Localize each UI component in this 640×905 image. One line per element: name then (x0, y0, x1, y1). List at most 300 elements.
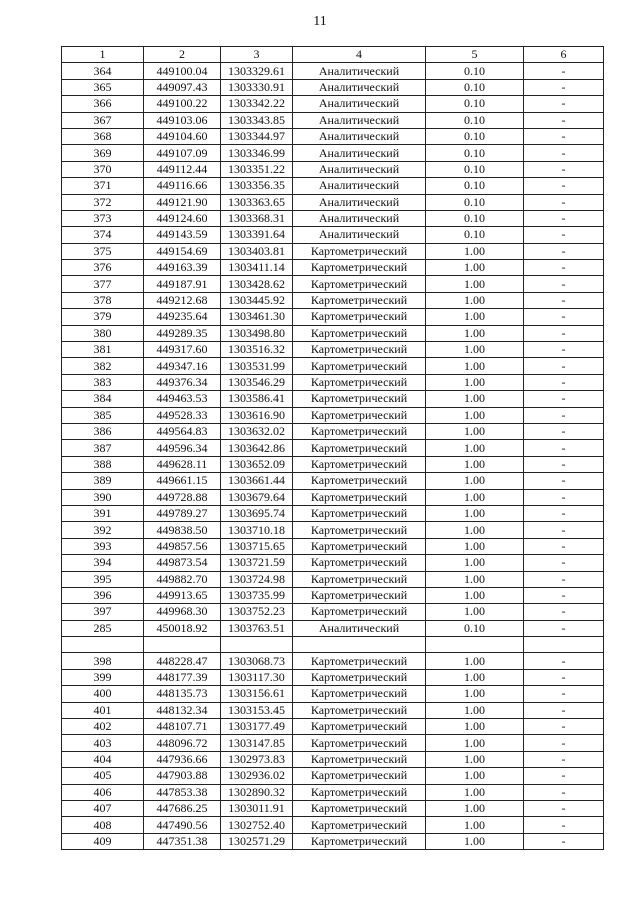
table-row (62, 227, 604, 243)
method-cell: Картометрический (293, 522, 426, 538)
table-row (62, 194, 604, 210)
x-coordinate-cell: 449103.06 (144, 112, 221, 128)
method-cell: Аналитический (293, 178, 426, 194)
column-header-5: 5 (426, 47, 524, 63)
note-cell: - (524, 473, 604, 489)
note-cell: - (524, 227, 604, 243)
table-row (62, 178, 604, 194)
note-cell: - (524, 784, 604, 800)
note-cell: - (524, 489, 604, 505)
note-cell: - (524, 96, 604, 112)
x-coordinate-cell: 449289.35 (144, 325, 221, 341)
x-coordinate-cell: 449857.56 (144, 538, 221, 554)
method-cell: Картометрический (293, 784, 426, 800)
y-coordinate-cell: 1303403.81 (221, 243, 293, 259)
y-coordinate-cell: 1303752.23 (221, 604, 293, 620)
accuracy-cell: 1.00 (426, 276, 524, 292)
accuracy-cell: 0.10 (426, 227, 524, 243)
accuracy-cell: 1.00 (426, 686, 524, 702)
accuracy-cell: 1.00 (426, 587, 524, 603)
method-cell: Картометрический (293, 391, 426, 407)
y-coordinate-cell: 1303735.99 (221, 587, 293, 603)
y-coordinate-cell: 1303498.80 (221, 325, 293, 341)
method-cell: Картометрический (293, 768, 426, 784)
y-coordinate-cell: 1303153.45 (221, 702, 293, 718)
method-cell: Картометрический (293, 292, 426, 308)
accuracy-cell: 1.00 (426, 292, 524, 308)
x-coordinate-cell: 449104.60 (144, 128, 221, 144)
x-coordinate-cell: 447903.88 (144, 768, 221, 784)
column-header-4: 4 (293, 47, 426, 63)
table-row (62, 653, 604, 669)
method-cell: Картометрический (293, 800, 426, 816)
point-number-cell: 379 (62, 309, 144, 325)
accuracy-cell: 1.00 (426, 768, 524, 784)
accuracy-cell: 1.00 (426, 702, 524, 718)
method-cell: Аналитический (293, 210, 426, 226)
note-cell (524, 637, 604, 653)
table-row (62, 555, 604, 571)
y-coordinate-cell: 1303011.91 (221, 800, 293, 816)
y-coordinate-cell: 1302936.02 (221, 768, 293, 784)
accuracy-cell: 0.10 (426, 145, 524, 161)
note-cell: - (524, 817, 604, 833)
x-coordinate-cell: 449163.39 (144, 260, 221, 276)
x-coordinate-cell: 448096.72 (144, 735, 221, 751)
method-cell: Картометрический (293, 751, 426, 767)
table-row (62, 768, 604, 784)
y-coordinate-cell: 1303661.44 (221, 473, 293, 489)
y-coordinate-cell: 1303356.35 (221, 178, 293, 194)
column-header-6: 6 (524, 47, 604, 63)
y-coordinate-cell: 1303516.32 (221, 342, 293, 358)
table-row (62, 407, 604, 423)
method-cell: Картометрический (293, 374, 426, 390)
note-cell: - (524, 620, 604, 636)
accuracy-cell: 1.00 (426, 260, 524, 276)
point-number-cell: 407 (62, 800, 144, 816)
table-row (62, 112, 604, 128)
point-number-cell: 408 (62, 817, 144, 833)
method-cell: Картометрический (293, 358, 426, 374)
method-cell: Картометрический (293, 473, 426, 489)
y-coordinate-cell: 1303177.49 (221, 719, 293, 735)
y-coordinate-cell: 1303724.98 (221, 571, 293, 587)
point-number-cell: 392 (62, 522, 144, 538)
y-coordinate-cell: 1303679.64 (221, 489, 293, 505)
table-row (62, 79, 604, 95)
x-coordinate-cell: 449628.11 (144, 456, 221, 472)
point-number-cell: 368 (62, 128, 144, 144)
method-cell: Аналитический (293, 194, 426, 210)
method-cell: Картометрический (293, 604, 426, 620)
table-row (62, 145, 604, 161)
x-coordinate-cell: 449235.64 (144, 309, 221, 325)
x-coordinate-cell: 449107.09 (144, 145, 221, 161)
accuracy-cell: 1.00 (426, 309, 524, 325)
point-number-cell: 376 (62, 260, 144, 276)
note-cell: - (524, 768, 604, 784)
accuracy-cell: 0.10 (426, 128, 524, 144)
accuracy-cell: 1.00 (426, 653, 524, 669)
note-cell: - (524, 276, 604, 292)
x-coordinate-cell: 449838.50 (144, 522, 221, 538)
y-coordinate-cell: 1303531.99 (221, 358, 293, 374)
x-coordinate-cell: 450018.92 (144, 620, 221, 636)
method-cell: Картометрический (293, 489, 426, 505)
point-number-cell: 388 (62, 456, 144, 472)
note-cell: - (524, 604, 604, 620)
point-number-cell: 403 (62, 735, 144, 751)
y-coordinate-cell: 1302890.32 (221, 784, 293, 800)
table-row (62, 276, 604, 292)
accuracy-cell: 0.10 (426, 194, 524, 210)
table-row (62, 505, 604, 521)
x-coordinate-cell: 449100.04 (144, 63, 221, 79)
accuracy-cell: 0.10 (426, 161, 524, 177)
note-cell: - (524, 292, 604, 308)
x-coordinate-cell: 449124.60 (144, 210, 221, 226)
x-coordinate-cell: 449212.68 (144, 292, 221, 308)
note-cell: - (524, 833, 604, 849)
point-number-cell: 396 (62, 587, 144, 603)
accuracy-cell: 1.00 (426, 735, 524, 751)
accuracy-cell: 0.10 (426, 79, 524, 95)
point-number-cell: 369 (62, 145, 144, 161)
coordinates-table (61, 46, 604, 850)
x-coordinate-cell: 449661.15 (144, 473, 221, 489)
point-number-cell: 384 (62, 391, 144, 407)
method-cell: Картометрический (293, 456, 426, 472)
note-cell: - (524, 161, 604, 177)
x-coordinate-cell: 449728.88 (144, 489, 221, 505)
table-row (62, 538, 604, 554)
point-number-cell: 395 (62, 571, 144, 587)
accuracy-cell: 0.10 (426, 96, 524, 112)
accuracy-cell: 1.00 (426, 669, 524, 685)
accuracy-cell: 1.00 (426, 751, 524, 767)
x-coordinate-cell: 449100.22 (144, 96, 221, 112)
point-number-cell: 371 (62, 178, 144, 194)
y-coordinate-cell: 1303445.92 (221, 292, 293, 308)
x-coordinate-cell: 448228.47 (144, 653, 221, 669)
point-number-cell: 409 (62, 833, 144, 849)
point-number-cell: 375 (62, 243, 144, 259)
method-cell: Картометрический (293, 735, 426, 751)
point-number-cell: 285 (62, 620, 144, 636)
point-number-cell: 365 (62, 79, 144, 95)
accuracy-cell: 1.00 (426, 800, 524, 816)
y-coordinate-cell: 1303546.29 (221, 374, 293, 390)
table-row (62, 833, 604, 849)
y-coordinate-cell: 1302571.29 (221, 833, 293, 849)
x-coordinate-cell: 447686.25 (144, 800, 221, 816)
note-cell: - (524, 210, 604, 226)
x-coordinate-cell: 449116.66 (144, 178, 221, 194)
note-cell: - (524, 358, 604, 374)
point-number-cell: 397 (62, 604, 144, 620)
method-cell: Картометрический (293, 423, 426, 439)
point-number-cell: 406 (62, 784, 144, 800)
table-row (62, 342, 604, 358)
note-cell: - (524, 128, 604, 144)
accuracy-cell: 1.00 (426, 522, 524, 538)
page-number: 11 (313, 14, 327, 29)
point-number-cell: 394 (62, 555, 144, 571)
y-coordinate-cell: 1303721.59 (221, 555, 293, 571)
note-cell: - (524, 309, 604, 325)
x-coordinate-cell: 449121.90 (144, 194, 221, 210)
table-body (62, 63, 604, 850)
y-coordinate-cell: 1303616.90 (221, 407, 293, 423)
point-number-cell: 372 (62, 194, 144, 210)
note-cell: - (524, 751, 604, 767)
method-cell: Картометрический (293, 833, 426, 849)
accuracy-cell: 1.00 (426, 243, 524, 259)
table-row (62, 243, 604, 259)
table-row (62, 63, 604, 79)
y-coordinate-cell (221, 637, 293, 653)
x-coordinate-cell: 449789.27 (144, 505, 221, 521)
point-number-cell: 400 (62, 686, 144, 702)
x-coordinate-cell: 449968.30 (144, 604, 221, 620)
table-row (62, 260, 604, 276)
table-row (62, 128, 604, 144)
table-row (62, 96, 604, 112)
table-row (62, 522, 604, 538)
accuracy-cell: 1.00 (426, 342, 524, 358)
y-coordinate-cell: 1303763.51 (221, 620, 293, 636)
accuracy-cell: 0.10 (426, 112, 524, 128)
table-row (62, 423, 604, 439)
accuracy-cell: 1.00 (426, 407, 524, 423)
note-cell: - (524, 194, 604, 210)
note-cell: - (524, 800, 604, 816)
table-row (62, 325, 604, 341)
y-coordinate-cell: 1303068.73 (221, 653, 293, 669)
x-coordinate-cell: 447853.38 (144, 784, 221, 800)
table-row (62, 571, 604, 587)
accuracy-cell: 0.10 (426, 210, 524, 226)
x-coordinate-cell: 448135.73 (144, 686, 221, 702)
point-number-cell: 366 (62, 96, 144, 112)
point-number-cell: 405 (62, 768, 144, 784)
method-cell: Аналитический (293, 161, 426, 177)
table-row (62, 210, 604, 226)
method-cell: Картометрический (293, 669, 426, 685)
y-coordinate-cell: 1303342.22 (221, 96, 293, 112)
point-number-cell: 377 (62, 276, 144, 292)
note-cell: - (524, 555, 604, 571)
table-row (62, 669, 604, 685)
note-cell: - (524, 260, 604, 276)
table-row (62, 719, 604, 735)
table-row (62, 751, 604, 767)
method-cell: Картометрический (293, 407, 426, 423)
accuracy-cell: 1.00 (426, 505, 524, 521)
y-coordinate-cell: 1303346.99 (221, 145, 293, 161)
accuracy-cell: 1.00 (426, 604, 524, 620)
note-cell: - (524, 735, 604, 751)
accuracy-cell: 1.00 (426, 555, 524, 571)
y-coordinate-cell: 1302752.40 (221, 817, 293, 833)
column-header-3: 3 (221, 47, 293, 63)
accuracy-cell: 1.00 (426, 784, 524, 800)
note-cell: - (524, 456, 604, 472)
note-cell: - (524, 522, 604, 538)
x-coordinate-cell: 449097.43 (144, 79, 221, 95)
note-cell: - (524, 571, 604, 587)
point-number-cell: 380 (62, 325, 144, 341)
accuracy-cell: 1.00 (426, 571, 524, 587)
x-coordinate-cell: 448132.34 (144, 702, 221, 718)
table-row (62, 391, 604, 407)
note-cell: - (524, 407, 604, 423)
note-cell: - (524, 79, 604, 95)
point-number-cell: 378 (62, 292, 144, 308)
accuracy-cell: 1.00 (426, 833, 524, 849)
method-cell: Картометрический (293, 309, 426, 325)
accuracy-cell: 1.00 (426, 473, 524, 489)
method-cell: Аналитический (293, 112, 426, 128)
accuracy-cell: 1.00 (426, 325, 524, 341)
x-coordinate-cell: 449882.70 (144, 571, 221, 587)
method-cell: Картометрический (293, 587, 426, 603)
method-cell: Картометрический (293, 538, 426, 554)
accuracy-cell: 1.00 (426, 817, 524, 833)
point-number-cell: 374 (62, 227, 144, 243)
point-number-cell: 404 (62, 751, 144, 767)
accuracy-cell: 1.00 (426, 374, 524, 390)
y-coordinate-cell: 1303117.30 (221, 669, 293, 685)
method-cell (293, 637, 426, 653)
point-number-cell: 390 (62, 489, 144, 505)
accuracy-cell: 0.10 (426, 63, 524, 79)
table-row (62, 161, 604, 177)
x-coordinate-cell: 449154.69 (144, 243, 221, 259)
accuracy-cell: 1.00 (426, 719, 524, 735)
accuracy-cell: 1.00 (426, 538, 524, 554)
y-coordinate-cell: 1303344.97 (221, 128, 293, 144)
y-coordinate-cell: 1303461.30 (221, 309, 293, 325)
note-cell: - (524, 243, 604, 259)
x-coordinate-cell: 449143.59 (144, 227, 221, 243)
accuracy-cell: 1.00 (426, 423, 524, 439)
table-row (62, 440, 604, 456)
note-cell: - (524, 145, 604, 161)
point-number-cell: 387 (62, 440, 144, 456)
y-coordinate-cell: 1302973.83 (221, 751, 293, 767)
method-cell: Картометрический (293, 243, 426, 259)
point-number-cell: 386 (62, 423, 144, 439)
table-row (62, 702, 604, 718)
table-row (62, 620, 604, 636)
point-number-cell: 373 (62, 210, 144, 226)
accuracy-cell: 0.10 (426, 178, 524, 194)
point-number-cell: 364 (62, 63, 144, 79)
table-row (62, 604, 604, 620)
point-number-cell: 367 (62, 112, 144, 128)
note-cell: - (524, 342, 604, 358)
y-coordinate-cell: 1303586.41 (221, 391, 293, 407)
point-number-cell: 401 (62, 702, 144, 718)
table-row (62, 735, 604, 751)
x-coordinate-cell: 449376.34 (144, 374, 221, 390)
method-cell: Картометрический (293, 702, 426, 718)
accuracy-cell: 1.00 (426, 456, 524, 472)
x-coordinate-cell: 449187.91 (144, 276, 221, 292)
x-coordinate-cell: 449463.53 (144, 391, 221, 407)
accuracy-cell: 1.00 (426, 358, 524, 374)
table-row (62, 784, 604, 800)
method-cell: Картометрический (293, 686, 426, 702)
method-cell: Картометрический (293, 719, 426, 735)
y-coordinate-cell: 1303156.61 (221, 686, 293, 702)
method-cell: Картометрический (293, 325, 426, 341)
table-row (62, 489, 604, 505)
point-number-cell: 370 (62, 161, 144, 177)
method-cell: Аналитический (293, 620, 426, 636)
y-coordinate-cell: 1303368.31 (221, 210, 293, 226)
x-coordinate-cell: 449528.33 (144, 407, 221, 423)
note-cell: - (524, 112, 604, 128)
x-coordinate-cell: 448177.39 (144, 669, 221, 685)
y-coordinate-cell: 1303363.65 (221, 194, 293, 210)
x-coordinate-cell: 449317.60 (144, 342, 221, 358)
x-coordinate-cell: 447490.56 (144, 817, 221, 833)
x-coordinate-cell: 447351.38 (144, 833, 221, 849)
point-number-cell: 389 (62, 473, 144, 489)
method-cell: Картометрический (293, 817, 426, 833)
y-coordinate-cell: 1303695.74 (221, 505, 293, 521)
table-header (62, 47, 604, 63)
method-cell: Картометрический (293, 440, 426, 456)
table-row (62, 800, 604, 816)
table-row (62, 587, 604, 603)
point-number-cell: 382 (62, 358, 144, 374)
x-coordinate-cell: 449347.16 (144, 358, 221, 374)
method-cell: Аналитический (293, 227, 426, 243)
point-number-cell: 385 (62, 407, 144, 423)
method-cell: Картометрический (293, 571, 426, 587)
method-cell: Аналитический (293, 63, 426, 79)
column-header-1: 1 (62, 47, 144, 63)
method-cell: Картометрический (293, 260, 426, 276)
y-coordinate-cell: 1303642.86 (221, 440, 293, 456)
note-cell: - (524, 538, 604, 554)
point-number-cell: 381 (62, 342, 144, 358)
note-cell: - (524, 653, 604, 669)
table-row (62, 374, 604, 390)
point-number-cell: 393 (62, 538, 144, 554)
method-cell: Аналитический (293, 145, 426, 161)
method-cell: Картометрический (293, 505, 426, 521)
y-coordinate-cell: 1303147.85 (221, 735, 293, 751)
note-cell: - (524, 719, 604, 735)
point-number-cell: 383 (62, 374, 144, 390)
y-coordinate-cell: 1303343.85 (221, 112, 293, 128)
point-number-cell: 399 (62, 669, 144, 685)
table-row (62, 637, 604, 653)
method-cell: Картометрический (293, 276, 426, 292)
point-number-cell (62, 637, 144, 653)
point-number-cell: 391 (62, 505, 144, 521)
note-cell: - (524, 391, 604, 407)
table-row (62, 473, 604, 489)
method-cell: Аналитический (293, 79, 426, 95)
x-coordinate-cell: 449596.34 (144, 440, 221, 456)
note-cell: - (524, 702, 604, 718)
